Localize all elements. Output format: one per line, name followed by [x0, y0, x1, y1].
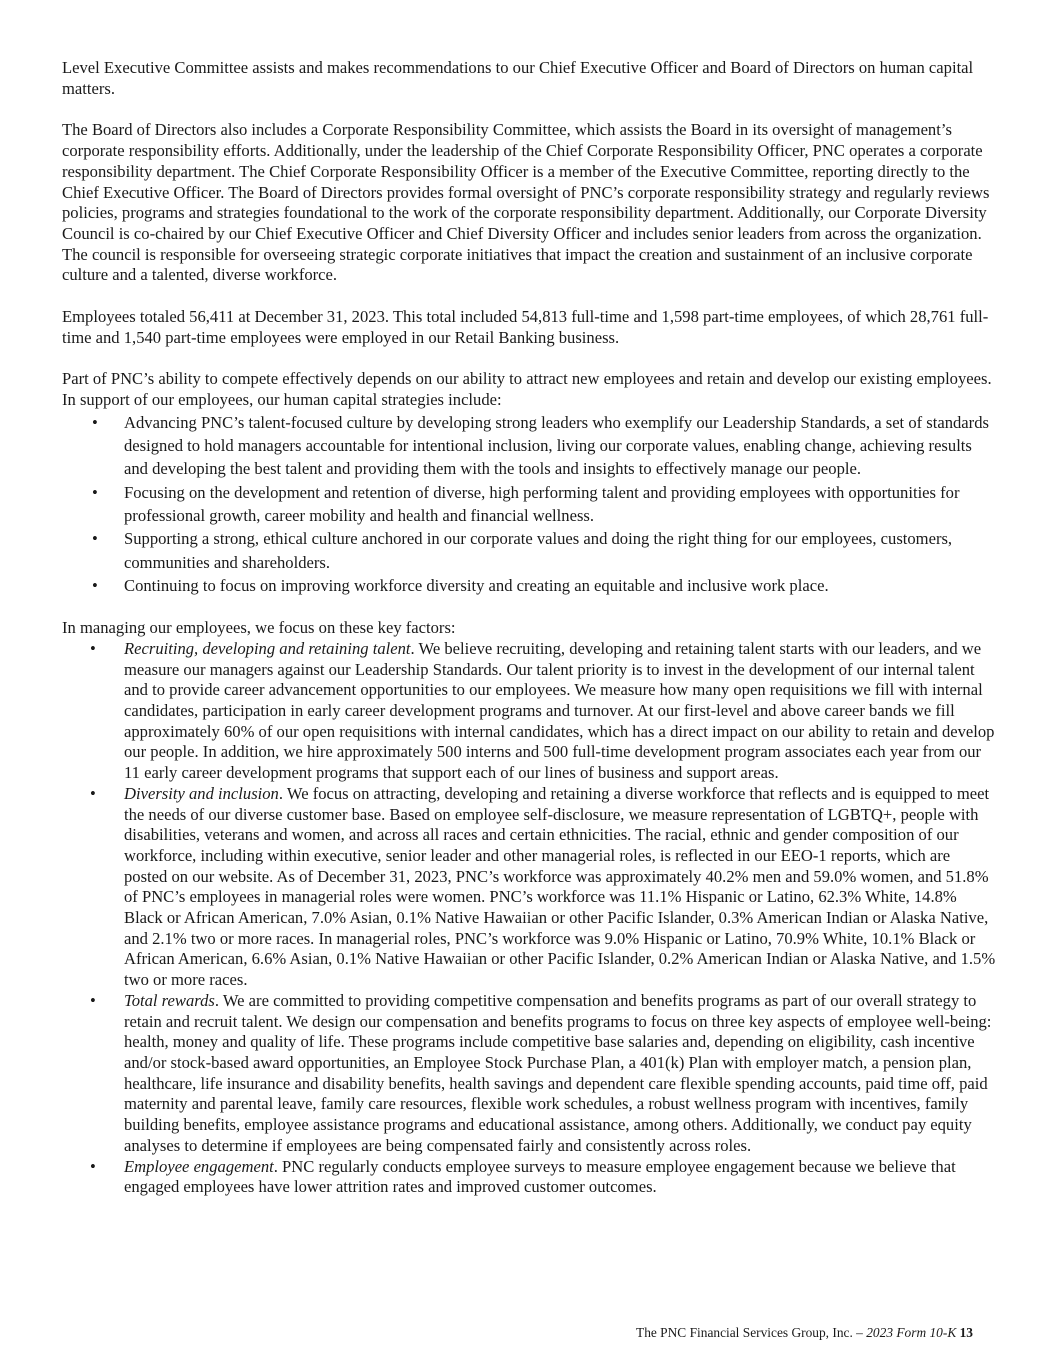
bullet-icon: •	[90, 783, 96, 803]
list-item-text: Focusing on the development and retention of diverse, high performing talent and providing employees with opportunities for professional growth, career mobility and health and financial wellness.	[124, 482, 960, 526]
factor-text: . We believe recruiting, developing and retaining talent starts with our leaders, and we measure our managers against our Leadership Standards. Our talent priority is to invest in the development of our internal talent and to provide career advancement opportunities to our employees. We measure how many open requisitions we fill with internal candidates, participation in early career development programs and turnover. At our first-level and above career bands we fill approximately 60% of our open requisitions with internal candidates, which has a direct impact on our ability to retain and develop our people. In addition, we hire approximately 500 interns and 500 full-time development program associates each year from our 11 early career development programs that support each of our lines of business and support areas.	[124, 638, 995, 783]
list-item	[62, 481, 996, 528]
factor-title: Diversity and inclusion	[124, 783, 279, 803]
list-item	[62, 527, 996, 574]
list-item-text: Supporting a strong, ethical culture anchored in our corporate values and doing the right thing for our employees, customers, communities and shareholders.	[124, 529, 953, 572]
factor-text: . We focus on attracting, developing and retaining a diverse workforce that reflects and is equipped to meet the needs of our diverse customer base. Based on employee self-disclosure, we measure representation of LGBTQ+, people with disabilities, veterans and women, and across all races and certain ethnicities. The racial, ethnic and gender composition of our workforce, including within executive, senior leader and other managerial roles, is reflected in our EEO-1 reports, which are posted on our website. As of December 31, 2023, PNC’s workforce was approximately 40.2% men and 59.0% women, and 51.8% of PNC’s employees in managerial roles were women. PNC’s workforce was 11.1% Hispanic or Latino, 62.3% White, 14.8% Black or African American, 7.0% Asian, 0.1% Native Hawaiian or other Pacific Islander, 0.3% American Indian or Alaska Native, and 2.1% two or more races. In managerial roles, PNC’s workforce was 9.0% Hispanic or Latino, 70.9% White, 10.1% Black or African American, 6.6% Asian, 0.1% Native Hawaiian or other Pacific Islander, 0.2% American Indian or Alaska Native, and 1.5% two or more races.	[124, 783, 996, 990]
document-body	[62, 58, 996, 1198]
page-number: 13	[959, 1325, 973, 1340]
paragraph-human-capital-strategies: Part of PNC’s ability to compete effectively depends on our ability to attract new employees and retain and develop our existing employees. In support of our employees, our human capital strategies include:	[62, 369, 992, 410]
bullet-icon: •	[90, 1156, 96, 1176]
list-item	[62, 991, 996, 1157]
factor-text: . We are committed to providing competitive compensation and benefits programs as part of our overall strategy to retain and recruit talent. We design our compensation and benefits programs to focus on three key aspects of employee well-being: health, money and quality of life. These programs include competitive base salaries and, depending on eligibility, cash incentive and/or stock-based award opportunities, an Employee Stock Purchase Plan, a 401(k) Plan with employer match, a pension plan, healthcare, life insurance and disability benefits, health savings and dependent care flexible spending accounts, paid time off, paid maternity and parental leave, family care resources, flexible work schedules, a robust wellness program with incentives, family building benefits, employee assistance programs and educational assistance, among others. Additionally, we conduct pay equity analyses to determine if employees are being compensated fairly and consistently across roles.	[124, 990, 992, 1155]
paragraph-employee-totals: Employees totaled 56,411 at December 31, 2023. This total included 54,813 full-time and 1,598 part-time employees, of which 28,761 full-time and 1,540 part-time employees were employed in our Retail Banking business.	[62, 307, 989, 347]
list-item	[62, 1157, 996, 1198]
footer-company: The PNC Financial Services Group, Inc. –	[636, 1325, 863, 1340]
bullet-icon: •	[92, 412, 98, 432]
bullet-icon: •	[92, 529, 98, 549]
footer-form: 2023 Form 10-K	[866, 1325, 957, 1340]
key-factors-list	[62, 639, 996, 1198]
factor-title: Total rewards	[124, 990, 215, 1010]
list-item	[62, 784, 996, 991]
bullet-icon: •	[90, 638, 96, 658]
paragraph-human-capital-committee: Level Executive Committee assists and makes recommendations to our Chief Executive Officer and Board of Directors on human capital matters.	[62, 58, 974, 98]
strategies-list	[62, 411, 996, 597]
list-item-text: Continuing to focus on improving workforce diversity and creating an equitable and inclusive work place.	[124, 575, 829, 595]
list-item	[62, 639, 996, 784]
factor-title: Employee engagement	[124, 1156, 274, 1176]
bullet-icon: •	[90, 990, 96, 1010]
list-item	[62, 411, 996, 481]
factor-text: . PNC regularly conducts employee surveys to measure employee engagement because we believe that engaged employees have lower attrition rates and improved customer outcomes.	[124, 1156, 956, 1197]
factor-title: Recruiting, developing and retaining talent	[124, 638, 411, 658]
bullet-icon: •	[92, 482, 98, 502]
list-item-text: Advancing PNC’s talent-focused culture by developing strong leaders who exemplify our Leadership Standards, a set of standards designed to hold managers accountable for intentional inclusion, living our corporate values, enabling change, achieving results and developing the best talent and providing them with the tools and insights to effectively manage our people.	[124, 412, 989, 479]
paragraph-key-factors: In managing our employees, we focus on these key factors:	[62, 618, 456, 638]
paragraph-corporate-responsibility: The Board of Directors also includes a Corporate Responsibility Committee, which assists the Board in its oversight of management’s corporate responsibility efforts. Additionally, under the leadership of the Chief Corporate Responsibility Officer, PNC operates a corporate responsibility department. The Chief Corporate Responsibility Officer is a member of the Executive Committee, reporting directly to the Chief Executive Officer. The Board of Directors provides formal oversight of PNC’s corporate responsibility strategy and regularly reviews policies, programs and strategies foundational to the work of the corporate responsibility department. Additionally, our Corporate Diversity Council is co-chaired by our Chief Executive Officer and Chief Diversity Officer and includes senior leaders from across the organization. The council is responsible for overseeing strategic corporate initiatives that impact the creation and sustainment of an inclusive corporate culture and a talented, diverse workforce.	[62, 120, 990, 285]
bullet-icon: •	[92, 575, 98, 595]
list-item	[62, 574, 996, 597]
page-footer	[636, 1325, 973, 1341]
